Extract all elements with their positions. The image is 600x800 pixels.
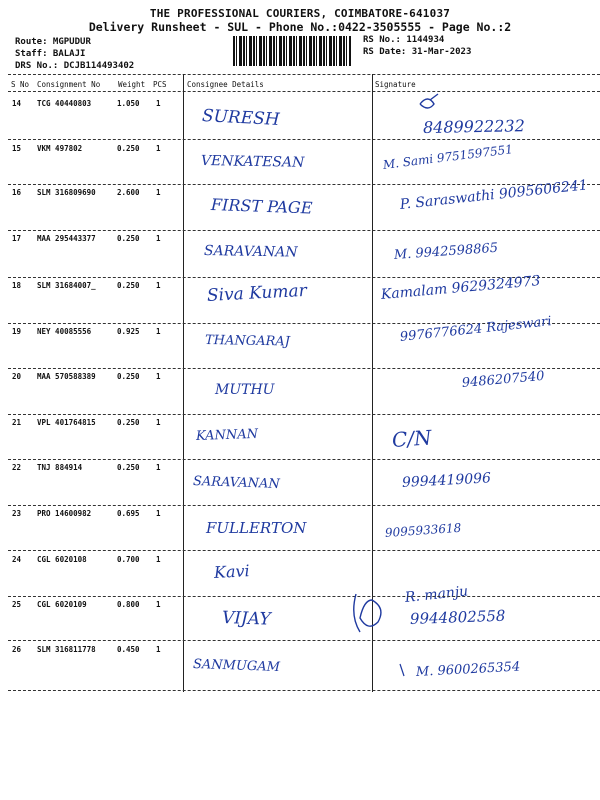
row-consignee-name: MUTHU <box>215 382 275 398</box>
row-pcs: 1 <box>156 600 161 609</box>
row-weight: 2.600 <box>117 188 140 197</box>
row-consignment-no: VPL 401764815 <box>37 418 96 427</box>
route-label: Route: MGPUDUR <box>15 37 91 47</box>
row-signature: M. 9942598865 <box>393 240 499 263</box>
row-pcs: 1 <box>156 188 161 197</box>
row-pcs: 1 <box>156 327 161 336</box>
row-weight: 0.450 <box>117 645 140 654</box>
row-pcs: 1 <box>156 234 161 243</box>
row-pcs: 1 <box>156 645 161 654</box>
row-consignment-no: NEY 40085556 <box>37 327 92 336</box>
header-consignee: Consignee Details <box>187 80 264 89</box>
row-weight: 1.050 <box>117 99 140 108</box>
row-consignee-name: SARAVANAN <box>203 243 298 261</box>
runsheet-subtitle: Delivery Runsheet - SUL - Phone No.:0422-3505555 - Page No.:2 <box>88 20 512 34</box>
header-weight: Weight <box>118 80 146 89</box>
row-signature: C/N <box>391 425 433 452</box>
row-weight: 0.250 <box>117 281 140 290</box>
row-sno: 20 <box>12 372 22 381</box>
row-consignee-name: SURESH <box>201 106 281 131</box>
row-sno: 19 <box>12 327 22 336</box>
row-signature: Kamalam 9629324973 <box>380 273 542 303</box>
row-consignee-name: FIRST PAGE <box>210 195 313 218</box>
row-sno: 15 <box>12 144 22 153</box>
row-consignment-no: SLM 316809690 <box>37 188 96 197</box>
row-pcs: 1 <box>156 418 161 427</box>
row-signature: 9486207540 <box>461 368 546 391</box>
row-consignee-name: Siva Kumar <box>206 280 308 306</box>
row-sno: 23 <box>12 509 22 518</box>
row-sno: 18 <box>12 281 22 290</box>
row-consignee-name: Kavi <box>213 561 251 582</box>
row-consignment-no: SLM 31684007_ <box>37 281 96 290</box>
row-pcs: 1 <box>156 99 161 108</box>
row-weight: 0.250 <box>117 144 140 153</box>
row-consignment-no: MAA 295443377 <box>37 234 96 243</box>
row-sno: 25 <box>12 600 22 609</box>
row-pcs: 1 <box>156 463 161 472</box>
row-pcs: 1 <box>156 555 161 564</box>
row-consignee-name: FULLERTON <box>206 519 307 537</box>
header-signature: Signature <box>375 80 416 89</box>
row-sno: 21 <box>12 418 22 427</box>
row-consignee-name: SARAVANAN <box>192 474 281 493</box>
row-consignment-no: PRO 14600982 <box>37 509 92 518</box>
rs-date: RS Date: 31-Mar-2023 <box>363 47 472 57</box>
row-signature: 9944802558 <box>409 606 506 628</box>
row-weight: 0.925 <box>117 327 140 336</box>
row-consignment-no: CGL 6020109 <box>37 600 87 609</box>
row-consignment-no: MAA 570588389 <box>37 372 96 381</box>
row-consignment-no: TCG 40440803 <box>37 99 92 108</box>
drs-label: DRS No.: DCJB114493402 <box>15 61 135 71</box>
staff-label: Staff: BALAJI <box>15 49 86 59</box>
row-pcs: 1 <box>156 144 161 153</box>
row-signature: 9976776624 Rajeswari <box>399 314 553 345</box>
row-pcs: 1 <box>156 509 161 518</box>
row-pcs: 1 <box>156 372 161 381</box>
row-weight: 0.250 <box>117 372 140 381</box>
row-consignee-name: SANMUGAM <box>192 657 281 676</box>
row-weight: 0.700 <box>117 555 140 564</box>
row-signature: R. manju <box>404 583 469 606</box>
row-sno: 26 <box>12 645 22 654</box>
header-consignment: Consignment No <box>37 80 101 89</box>
company-title: THE PROFESSIONAL COURIERS, COIMBATORE-641037 <box>149 7 451 20</box>
row-signature: 9994419096 <box>401 470 492 491</box>
row-signature: M. 9600265354 <box>415 659 521 680</box>
row-signature: P. Saraswathi 9095606241 <box>399 177 589 213</box>
row-consignment-no: TNJ 884914 <box>37 463 83 472</box>
rs-number: RS No.: 1144934 <box>363 35 445 45</box>
row-signature: 8489922232 <box>422 116 525 137</box>
row-signature: 9095933618 <box>384 520 462 540</box>
row-pcs: 1 <box>156 281 161 290</box>
header-pcs: PCS <box>153 80 167 89</box>
row-sno: 14 <box>12 99 22 108</box>
row-weight: 0.250 <box>117 463 140 472</box>
row-sno: 16 <box>12 188 22 197</box>
row-consignee-name: KANNAN <box>195 426 259 444</box>
row-consignment-no: SLM 316811778 <box>37 645 96 654</box>
row-signature: M. Sami 9751597551 <box>382 142 514 172</box>
row-consignee-name: VENKATESAN <box>200 153 305 171</box>
row-consignment-no: VKM 497802 <box>37 144 83 153</box>
row-consignee-name: VIJAY <box>221 608 271 630</box>
row-consignment-no: CGL 6020108 <box>37 555 87 564</box>
row-consignee-name: THANGARAJ <box>204 333 291 350</box>
row-weight: 0.250 <box>117 418 140 427</box>
row-sno: 17 <box>12 234 22 243</box>
row-sno: 24 <box>12 555 22 564</box>
row-weight: 0.250 <box>117 234 140 243</box>
header-sno: S No <box>11 80 30 89</box>
row-sno: 22 <box>12 463 22 472</box>
row-weight: 0.800 <box>117 600 140 609</box>
row-weight: 0.695 <box>117 509 140 518</box>
